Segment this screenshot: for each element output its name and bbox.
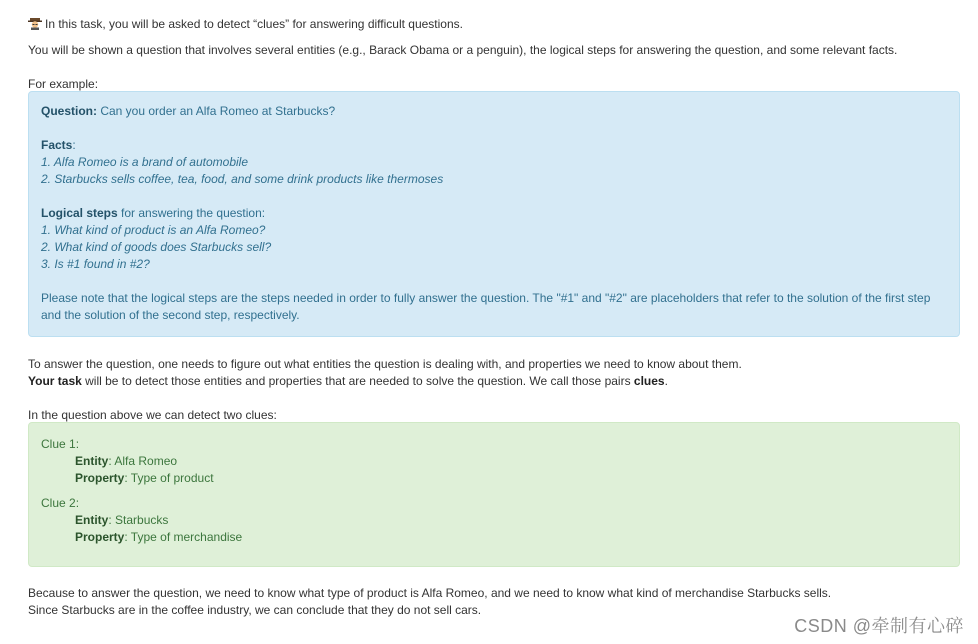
- question-text: Can you order an Alfa Romeo at Starbucks?: [97, 104, 336, 118]
- explain-text: will be to detect those entities and properties that are needed to solve the question. We call those pairs: [81, 374, 634, 388]
- fact-text: 1. Alfa Romeo is a brand of automobile: [41, 155, 249, 169]
- shown-text: You will be shown a question that involves several entities (e.g., Barack Obama or a penguin), the logical steps for answering the question, and some relevant facts.: [28, 43, 898, 57]
- step-item: [41, 256, 947, 273]
- task-explanation: [28, 356, 742, 390]
- example-box: [28, 91, 960, 337]
- entity-label: Entity: [75, 454, 109, 468]
- step-item: [41, 239, 947, 256]
- steps-suffix: for answering the question:: [117, 206, 266, 220]
- clue-property: [41, 470, 947, 487]
- steps-label: Logical steps: [41, 206, 118, 220]
- property-value: : Type of product: [124, 471, 214, 485]
- facts-heading: [41, 137, 947, 154]
- conclusion-line: Since Starbucks are in the coffee industry, we can conclude that they do not sell cars.: [28, 603, 482, 617]
- property-label: Property: [75, 530, 125, 544]
- property-label: Property: [75, 471, 125, 485]
- clue-entity: [41, 512, 947, 529]
- explain-line: [28, 373, 742, 390]
- step-text: 1. What kind of product is an Alfa Romeo?: [41, 223, 266, 237]
- clue-property: [41, 529, 947, 546]
- note-line: Please note that the logical steps are the steps needed in order to fully answer the question. The "#1" and "#2" are placeholders that refer to the solution of the first step: [41, 291, 931, 305]
- clue-entity: [41, 453, 947, 470]
- your-task-label: Your task: [28, 374, 82, 388]
- property-value: : Type of merchandise: [124, 530, 243, 544]
- fact-text: 2. Starbucks sells coffee, tea, food, and some drink products like thermoses: [41, 172, 444, 186]
- conclusion-line: Because to answer the question, we need to know what type of product is Alfa Romeo, and we need to know what kind of merchandise Starbucks sells.: [28, 586, 832, 600]
- fact-item: [41, 154, 947, 171]
- conclusion: [28, 585, 831, 619]
- intro-text: In this task, you will be asked to detect “clues” for answering difficult questions.: [45, 17, 463, 31]
- question-label: Question:: [41, 104, 97, 118]
- clues-box: [28, 422, 960, 567]
- note-line: and the solution of the second step, respectively.: [41, 308, 300, 322]
- for-example-label: For example:: [28, 77, 99, 91]
- entity-value: : Alfa Romeo: [108, 454, 178, 468]
- entity-label: Entity: [75, 513, 109, 527]
- clues-term: clues: [633, 374, 665, 388]
- step-text: 3. Is #1 found in #2?: [41, 257, 150, 271]
- intro-line: [28, 16, 463, 33]
- explain-end: .: [664, 374, 668, 388]
- facts-label: Facts: [41, 138, 73, 152]
- clue-title: Clue 2:: [41, 496, 80, 510]
- steps-heading: [41, 205, 947, 222]
- step-text: 2. What kind of goods does Starbucks sell?: [41, 240, 272, 254]
- step-item: [41, 222, 947, 239]
- question-line: [41, 103, 947, 120]
- explain-line: To answer the question, one needs to figure out what entities the question is dealing with, and properties we need to know about them.: [28, 357, 742, 371]
- entity-value: : Starbucks: [108, 513, 169, 527]
- facts-colon: :: [72, 138, 76, 152]
- clues-intro: In the question above we can detect two clues:: [28, 408, 277, 422]
- clue-title: Clue 1:: [41, 437, 80, 451]
- detective-icon: [28, 16, 42, 30]
- fact-item: [41, 171, 947, 188]
- watermark: CSDN @牵制有心碎: [794, 616, 964, 636]
